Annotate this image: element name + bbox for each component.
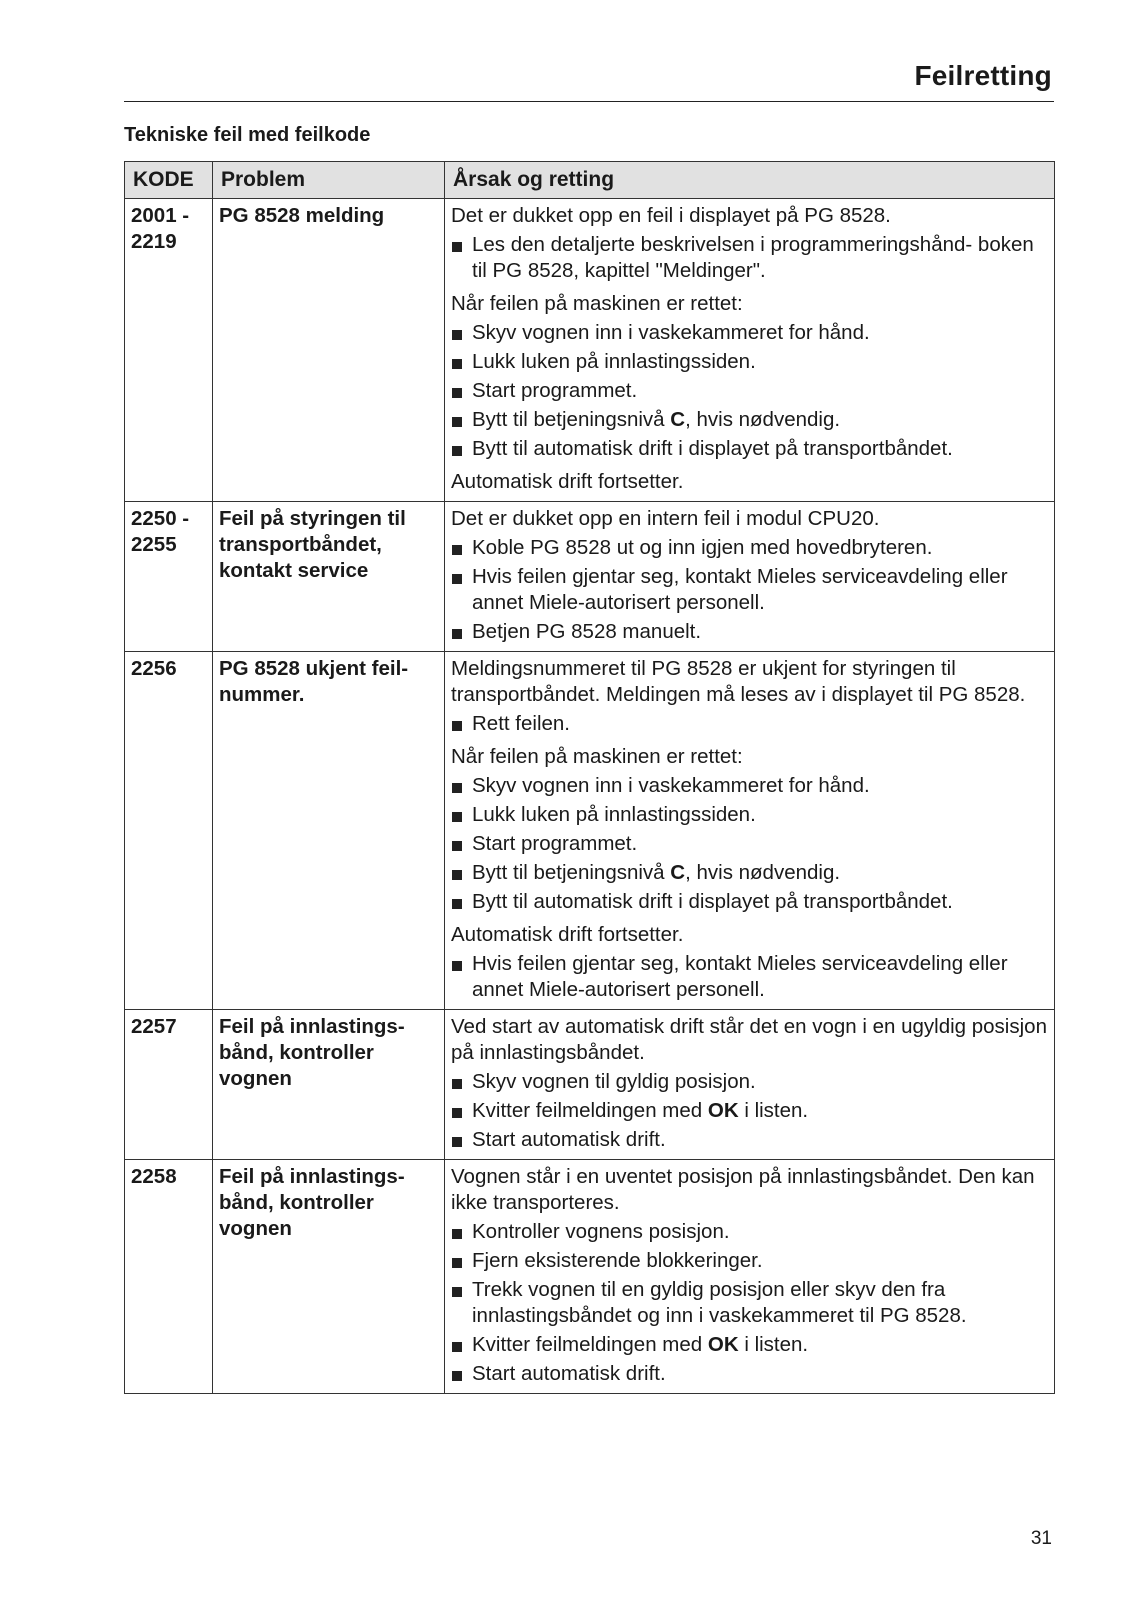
description-text [451,1164,1048,1216]
step-text: Kontroller vognens posisjon. [472,1220,730,1243]
step-text: Kvitter feilmeldingen med [472,1333,708,1356]
step-text-continued: i listen. [738,1099,809,1122]
action-step [451,1361,1048,1387]
fault-code: 2257 [131,1015,177,1038]
problem-cell: PG 8528 melding [213,199,445,502]
step-text-continued: i listen. [738,1333,809,1356]
step-text: Skyv vognen inn i vaskekammeret for hånd. [472,321,870,344]
action-step [451,619,1048,645]
table-row [125,199,1055,502]
step-text: Bytt til betjeningsnivå [472,861,671,884]
problem-cell: PG 8528 ukjent feil- nummer. [213,652,445,1010]
action-step [451,349,1048,375]
action-step [451,711,1048,737]
column-header-cause-fix: Årsak og retting [445,162,1055,199]
emphasized-key: OK [707,1333,739,1356]
action-step [451,378,1048,404]
step-text-continued: , hvis nødvendig. [685,861,841,884]
description-text [451,1014,1048,1066]
fault-code-cell [125,502,213,652]
problem-cell: Feil på styringen til transportbåndet, kontakt service [213,502,445,652]
step-text-continued: , hvis nødvendig. [685,408,841,431]
step-text: Start programmet. [472,832,638,855]
fault-code-cell [125,199,213,502]
step-text: Automatisk drift fortsetter. [451,923,684,946]
step-text: Skyv vognen til gyldig posisjon. [472,1070,756,1093]
step-text: Start automatisk drift. [472,1362,666,1385]
action-step [451,1127,1048,1153]
step-text: Kvitter feilmeldingen med [472,1099,708,1122]
action-step [451,1219,1048,1245]
description-text [451,656,1048,708]
table-row [125,652,1055,1010]
problem-cell: Feil på innlastings- bånd, kontroller vognen [213,1160,445,1394]
description-text [451,744,1048,770]
step-text: Hvis feilen gjentar seg, kontakt Mieles serviceavdeling eller annet Miele-autorisert personell. [472,952,1008,1001]
step-text: Når feilen på maskinen er rettet: [451,292,743,315]
cause-fix-cell [445,652,1055,1010]
column-header-code: KODE [125,162,213,199]
action-step [451,1277,1048,1329]
description-text [451,291,1048,317]
step-text: Ved start av automatisk drift står det en vogn i en ugyldig posisjon på innlastingsbåndet. [451,1015,1047,1064]
step-text: Vognen står i en uventet posisjon på innlastingsbåndet. Den kan ikke transporteres. [451,1165,1035,1214]
step-text: Lukk luken på innlastingssiden. [472,350,756,373]
table-body [125,199,1055,1394]
fault-code: 2256 [131,657,177,680]
fault-code: 2001 - [131,204,190,227]
column-header-problem: Problem [213,162,445,199]
action-step [451,802,1048,828]
step-text: Bytt til automatisk drift i displayet på transportbåndet. [472,890,953,913]
fault-code: 2219 [131,230,177,253]
step-text: Start automatisk drift. [472,1128,666,1151]
action-step [451,232,1048,284]
step-text: Koble PG 8528 ut og inn igjen med hovedbryteren. [472,536,933,559]
step-text: Start programmet. [472,379,638,402]
step-text: Meldingsnummeret til PG 8528 er ukjent for styringen til transportbåndet. Meldingen må leses av i displayet til PG 8528. [451,657,1026,706]
step-text: Skyv vognen inn i vaskekammeret for hånd. [472,774,870,797]
table-row [125,1010,1055,1160]
header-divider [124,101,1054,102]
action-step [451,320,1048,346]
fault-code-cell [125,652,213,1010]
table-row [125,1160,1055,1394]
step-text: Bytt til betjeningsnivå [472,408,671,431]
action-step [451,860,1048,886]
action-step [451,831,1048,857]
emphasized-key: C [670,861,686,884]
step-text: Bytt til automatisk drift i displayet på transportbåndet. [472,437,953,460]
action-step [451,1069,1048,1095]
action-step [451,889,1048,915]
step-text: Fjern eksisterende blokkeringer. [472,1249,763,1272]
action-step [451,1098,1048,1124]
action-step [451,564,1048,616]
description-text [451,506,1048,532]
problem-cell: Feil på innlastings- bånd, kontroller vognen [213,1010,445,1160]
action-step [451,951,1048,1003]
section-title: Tekniske feil med feilkode [124,124,371,146]
action-step [451,535,1048,561]
fault-code: 2255 [131,533,177,556]
step-text: Lukk luken på innlastingssiden. [472,803,756,826]
description-text [451,922,1048,948]
emphasized-key: C [670,408,686,431]
step-text: Når feilen på maskinen er rettet: [451,745,743,768]
action-step [451,1248,1048,1274]
step-text: Les den detaljerte beskrivelsen i programmeringshånd- boken til PG 8528, kapittel "Meldinger". [472,233,1034,282]
fault-code-table [124,161,1055,1394]
table-header-row [125,162,1055,199]
cause-fix-cell [445,1160,1055,1394]
step-text: Automatisk drift fortsetter. [451,470,684,493]
step-text: Det er dukket opp en feil i displayet på PG 8528. [451,204,891,227]
emphasized-key: OK [707,1099,739,1122]
fault-code: 2250 - [131,507,190,530]
step-text: Trekk vognen til en gyldig posisjon eller skyv den fra innlastingsbåndet og inn i vaskekammeret til PG 8528. [472,1278,967,1327]
action-step [451,1332,1048,1358]
action-step [451,407,1048,433]
action-step [451,436,1048,462]
action-step [451,773,1048,799]
fault-code-cell [125,1160,213,1394]
fault-code: 2258 [131,1165,177,1188]
cause-fix-cell [445,502,1055,652]
step-text: Rett feilen. [472,712,570,735]
description-text [451,203,1048,229]
page-header-title: Feilretting [914,60,1052,91]
step-text: Det er dukket opp en intern feil i modul CPU20. [451,507,880,530]
cause-fix-cell [445,1010,1055,1160]
page-number: 31 [1030,1528,1052,1549]
description-text [451,469,1048,495]
step-text: Hvis feilen gjentar seg, kontakt Mieles serviceavdeling eller annet Miele-autorisert personell. [472,565,1008,614]
cause-fix-cell [445,199,1055,502]
fault-code-cell [125,1010,213,1160]
step-text: Betjen PG 8528 manuelt. [472,620,702,643]
table-row [125,502,1055,652]
